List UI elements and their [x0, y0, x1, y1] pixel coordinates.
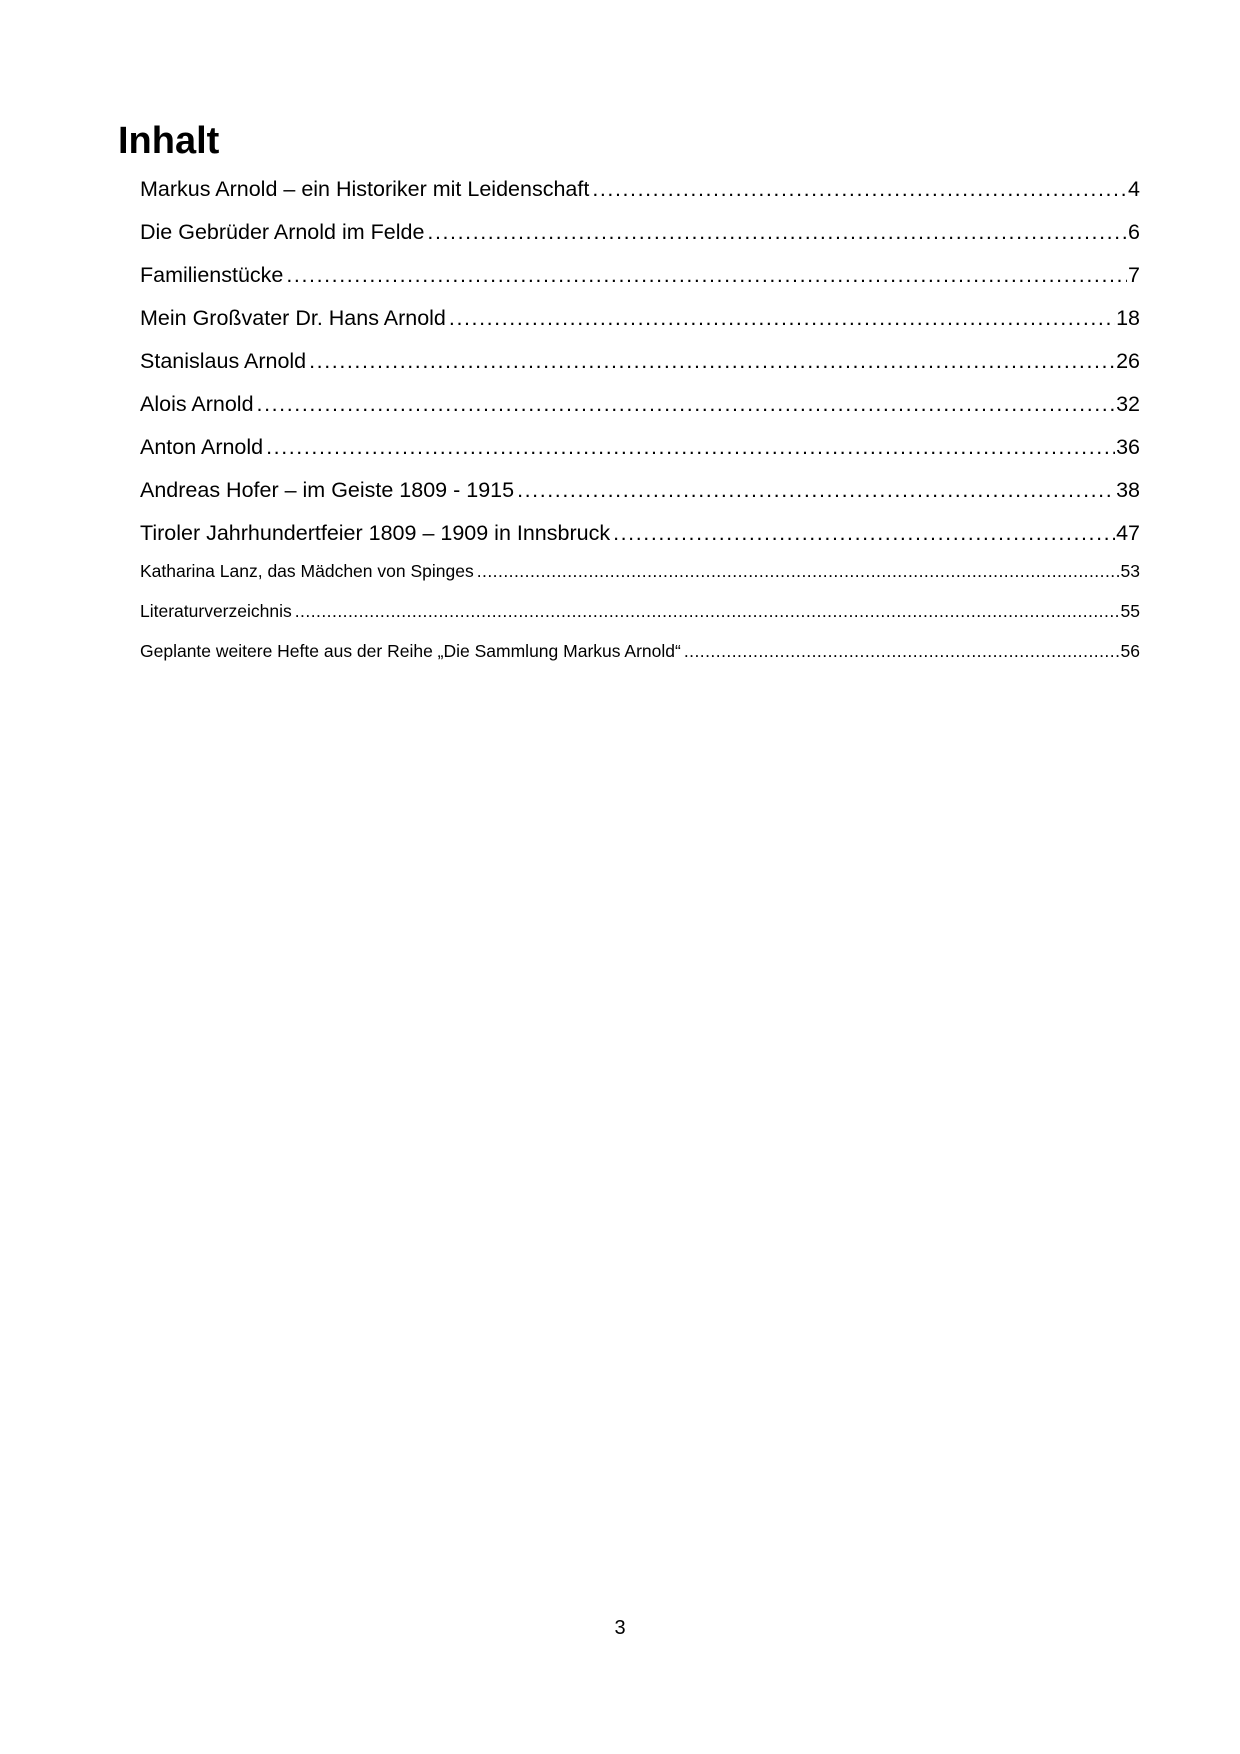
toc-dot-leader — [517, 469, 1115, 512]
toc-dot-leader — [257, 383, 1116, 426]
toc-entry-page: 38 — [1116, 478, 1140, 502]
toc-dot-leader — [427, 211, 1127, 254]
toc-dot-leader — [266, 426, 1115, 469]
toc-entry-title: Geplante weitere Hefte aus der Reihe „Die Sammlung Markus Arnold“ — [140, 641, 681, 661]
toc-entry-katharina-lanz[interactable] — [140, 551, 1140, 591]
toc-dot-leader — [286, 254, 1127, 297]
toc-entry-anton-arnold[interactable] — [140, 426, 1140, 469]
toc-entry-hans-arnold[interactable] — [140, 297, 1140, 340]
toc-entry-andreas-hofer[interactable] — [140, 469, 1140, 512]
toc-entry-jahrhundertfeier[interactable] — [140, 512, 1140, 555]
table-of-contents — [140, 168, 1140, 671]
toc-dot-leader — [477, 551, 1120, 591]
toc-entry-page: 6 — [1128, 220, 1140, 244]
toc-dot-leader — [309, 340, 1115, 383]
toc-entry-page: 47 — [1116, 521, 1140, 545]
toc-entry-title: Literaturverzeichnis — [140, 601, 292, 621]
toc-entry-title: Andreas Hofer – im Geiste 1809 - 1915 — [140, 478, 515, 502]
toc-entry-title: Tiroler Jahrhundertfeier 1809 – 1909 in Innsbruck — [140, 521, 611, 545]
toc-entry-page: 4 — [1128, 177, 1140, 201]
toc-entry-markus-arnold[interactable] — [140, 168, 1140, 211]
toc-entry-page: 26 — [1116, 349, 1140, 373]
toc-dot-leader — [684, 631, 1120, 671]
toc-entry-geplante-hefte[interactable] — [140, 631, 1140, 671]
toc-entry-page: 7 — [1128, 263, 1140, 287]
toc-entry-familienstuecke[interactable] — [140, 254, 1140, 297]
toc-entry-title: Stanislaus Arnold — [140, 349, 307, 373]
toc-entry-page: 32 — [1116, 392, 1140, 416]
toc-entry-alois-arnold[interactable] — [140, 383, 1140, 426]
toc-dot-leader — [613, 512, 1115, 555]
toc-entry-title: Anton Arnold — [140, 435, 264, 459]
toc-entry-title: Katharina Lanz, das Mädchen von Spinges — [140, 561, 474, 581]
toc-entry-gebrueder-arnold[interactable] — [140, 211, 1140, 254]
toc-entry-title: Markus Arnold – ein Historiker mit Leidenschaft — [140, 177, 590, 201]
toc-dot-leader — [449, 297, 1115, 340]
page-number: 3 — [614, 1617, 626, 1639]
toc-entry-title: Alois Arnold — [140, 392, 254, 416]
toc-entry-page: 18 — [1116, 306, 1140, 330]
toc-dot-leader — [295, 591, 1120, 631]
toc-heading: Inhalt — [118, 120, 220, 162]
toc-entry-title: Mein Großvater Dr. Hans Arnold — [140, 306, 446, 330]
toc-entry-page: 36 — [1116, 435, 1140, 459]
toc-entry-literaturverzeichnis[interactable] — [140, 591, 1140, 631]
toc-entry-title: Familienstücke — [140, 263, 284, 287]
toc-dot-leader — [592, 168, 1127, 211]
toc-entry-title: Die Gebrüder Arnold im Felde — [140, 220, 425, 244]
toc-entry-page: 53 — [1120, 561, 1140, 581]
toc-entry-stanislaus-arnold[interactable] — [140, 340, 1140, 383]
toc-entry-page: 55 — [1120, 601, 1140, 621]
toc-entry-page: 56 — [1120, 641, 1140, 661]
